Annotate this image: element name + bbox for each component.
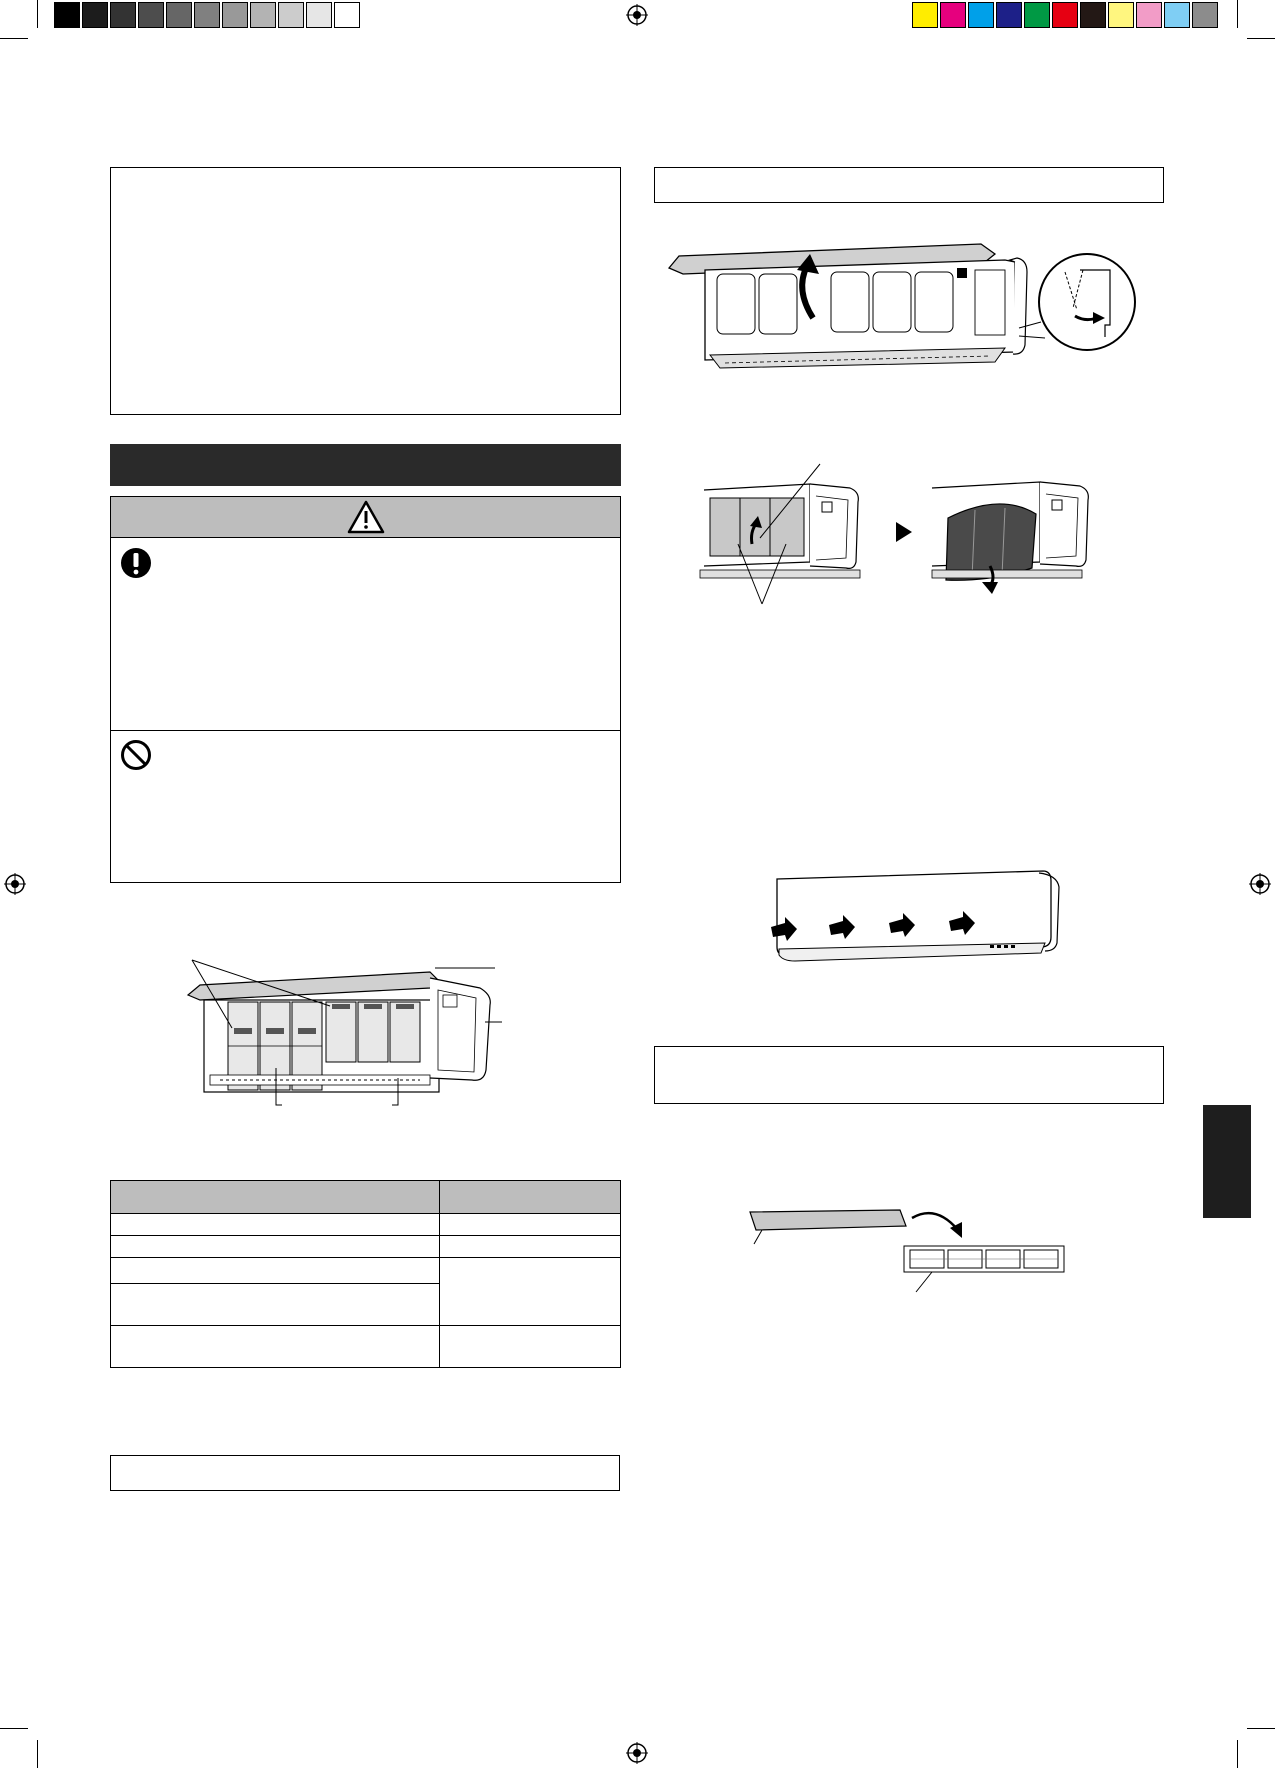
step-header-box-2 <box>654 1046 1164 1104</box>
step-header-box <box>654 167 1164 203</box>
color-swatch <box>54 2 80 28</box>
note-box <box>110 167 621 415</box>
table-cell <box>111 1284 440 1326</box>
table-cell <box>111 1326 440 1368</box>
section-header-bar <box>110 444 621 486</box>
color-swatch <box>1108 2 1134 28</box>
registration-mark-icon <box>626 4 648 26</box>
filter-attach-illustration <box>740 1200 1070 1310</box>
color-swatch <box>968 2 994 28</box>
color-swatch <box>1192 2 1218 28</box>
warning-divider <box>110 730 621 731</box>
color-swatch <box>222 2 248 28</box>
color-swatch <box>82 2 108 28</box>
color-swatch <box>1080 2 1106 28</box>
color-swatch <box>1052 2 1078 28</box>
crop-mark <box>0 38 28 39</box>
specification-table <box>110 1180 621 1368</box>
registration-mark-icon <box>4 873 26 895</box>
color-swatch <box>306 2 332 28</box>
exclamation-circle-icon <box>120 547 152 579</box>
color-swatch <box>1024 2 1050 28</box>
table-cell <box>440 1214 621 1236</box>
registration-mark-icon <box>626 1742 648 1764</box>
language-tab <box>1203 1105 1251 1218</box>
open-panel-illustration <box>665 240 1145 380</box>
note-box-bottom <box>110 1455 620 1491</box>
table-cell <box>440 1258 621 1326</box>
crop-mark <box>37 1740 38 1768</box>
crop-mark <box>1237 1740 1238 1768</box>
crop-mark <box>1247 1728 1275 1729</box>
crop-mark <box>37 0 38 28</box>
table-header-cell <box>440 1181 621 1214</box>
registration-mark-icon <box>1249 873 1271 895</box>
table-header-cell <box>111 1181 440 1214</box>
color-swatch <box>250 2 276 28</box>
color-swatch <box>1136 2 1162 28</box>
color-swatch <box>912 2 938 28</box>
crop-mark <box>1247 38 1275 39</box>
color-swatch <box>194 2 220 28</box>
table-cell <box>111 1214 440 1236</box>
table-cell <box>440 1236 621 1258</box>
color-swatch <box>334 2 360 28</box>
color-swatch <box>110 2 136 28</box>
unit-filters-illustration <box>180 950 520 1110</box>
crop-mark <box>0 1728 28 1729</box>
table-cell <box>111 1258 440 1284</box>
color-swatch <box>138 2 164 28</box>
table-cell <box>111 1236 440 1258</box>
prohibition-icon <box>120 739 152 771</box>
remove-filter-illustration <box>700 462 1130 617</box>
close-panel-illustration <box>765 865 1065 965</box>
color-swatch <box>940 2 966 28</box>
warning-triangle-icon <box>347 500 385 534</box>
warning-header <box>110 496 621 538</box>
color-swatch <box>166 2 192 28</box>
color-swatch <box>1164 2 1190 28</box>
crop-mark <box>1237 0 1238 28</box>
color-swatch <box>278 2 304 28</box>
table-cell <box>440 1326 621 1368</box>
warning-box <box>110 537 621 883</box>
color-swatch <box>996 2 1022 28</box>
